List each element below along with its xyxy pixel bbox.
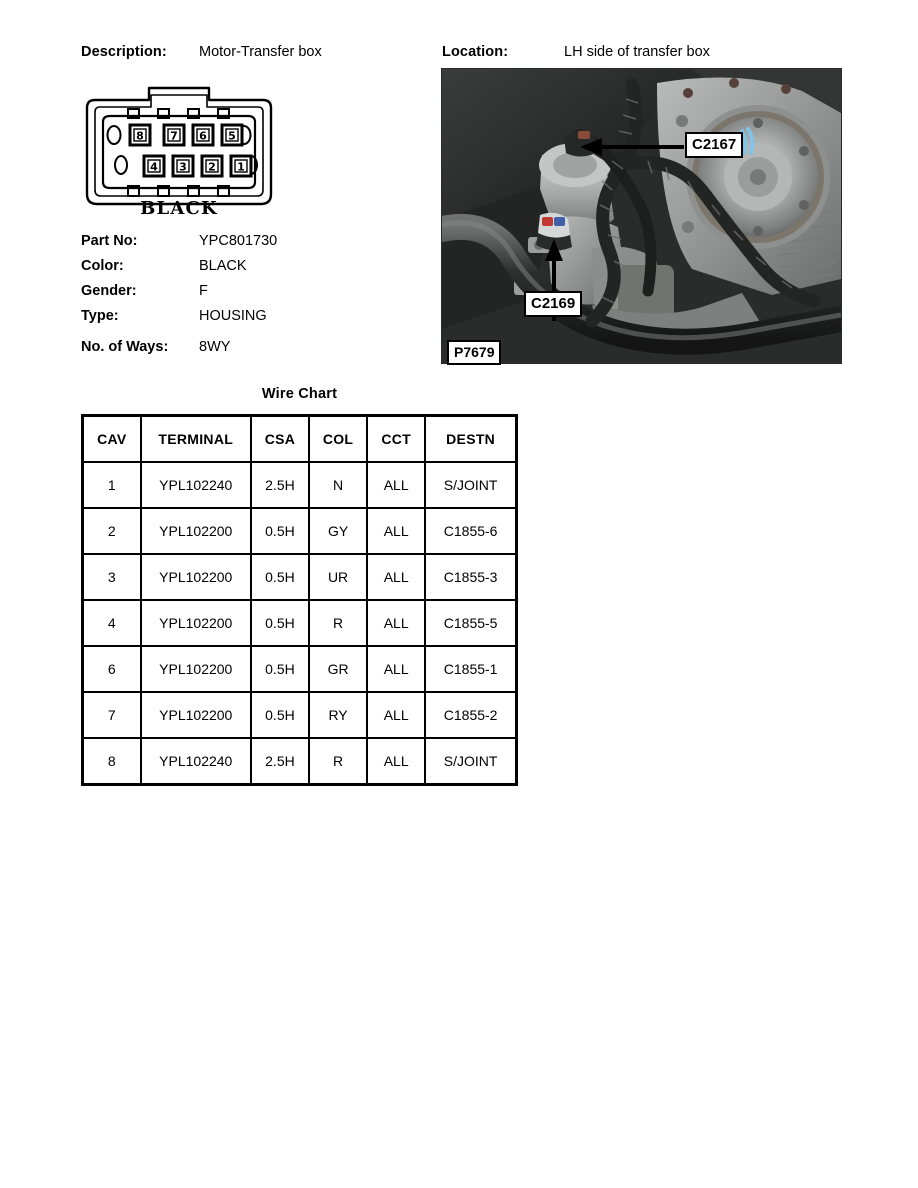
cell-cav: 8 [83,738,141,785]
cell-cct: ALL [367,508,425,554]
cell-csa: 2.5H [251,462,309,508]
cell-cav: 1 [83,462,141,508]
spec-row-color [81,258,411,283]
column-header-destn: DESTN [425,416,516,463]
cell-cct: ALL [367,692,425,738]
spec-label-no-of-ways: No. of Ways: [81,339,169,355]
cell-cct: ALL [367,462,425,508]
spec-row-type [81,308,411,333]
table-header-row [83,416,517,463]
callout-label-c2169: C2169 [524,291,582,317]
spec-label-part-no: Part No: [81,233,138,249]
column-header-cct: CCT [367,416,425,463]
location-photograph [441,68,842,364]
cell-col: RY [309,692,367,738]
wire-chart-body [83,462,517,785]
cell-destn: C1855-3 [425,554,516,600]
spec-value-color: BLACK [199,258,247,274]
cell-terminal: YPL102200 [141,554,251,600]
cell-cav: 6 [83,646,141,692]
column-header-cav: CAV [83,416,141,463]
description-label: Description: [81,44,167,60]
spec-value-part-no: YPC801730 [199,233,278,249]
cell-terminal: YPL102240 [141,462,251,508]
cell-cav: 4 [83,600,141,646]
table-row [83,692,517,738]
spec-row-no-of-ways [81,339,411,364]
connector-spec-list [81,233,411,364]
column-header-col: COL [309,416,367,463]
cell-cav: 3 [83,554,141,600]
cell-col: GY [309,508,367,554]
spec-value-no-of-ways: 8WY [199,339,231,355]
table-row [83,600,517,646]
cell-terminal: YPL102200 [141,508,251,554]
cell-col: R [309,738,367,785]
pin-number-5: 5 [228,129,236,143]
cell-col: N [309,462,367,508]
spec-label-color: Color: [81,258,124,274]
cell-cct: ALL [367,600,425,646]
pin-number-8: 8 [136,129,144,143]
cell-csa: 0.5H [251,692,309,738]
cell-csa: 0.5H [251,600,309,646]
cell-col: GR [309,646,367,692]
location-value: LH side of transfer box [564,44,710,60]
spec-row-part-no [81,233,411,258]
cell-destn: C1855-6 [425,508,516,554]
wire-chart-title: Wire Chart [261,386,338,402]
column-header-terminal: TERMINAL [141,416,251,463]
cell-csa: 0.5H [251,508,309,554]
spec-value-type: HOUSING [199,308,267,324]
spec-label-gender: Gender: [81,283,137,299]
location-row [442,44,710,60]
cell-cct: ALL [367,554,425,600]
column-header-csa: CSA [251,416,309,463]
photo-id-badge: P7679 [447,340,501,365]
table-row [83,462,517,508]
cell-csa: 2.5H [251,738,309,785]
description-row [81,44,322,60]
connector-color-caption: BLACK [140,198,218,219]
pin-number-2: 2 [208,160,216,174]
cell-destn: C1855-1 [425,646,516,692]
table-row [83,646,517,692]
cell-terminal: YPL102200 [141,692,251,738]
spec-row-gender [81,283,411,308]
cell-terminal: YPL102200 [141,646,251,692]
cell-csa: 0.5H [251,554,309,600]
pin-number-4: 4 [150,160,158,174]
cell-csa: 0.5H [251,646,309,692]
cell-cav: 7 [83,692,141,738]
cell-cct: ALL [367,646,425,692]
cell-cct: ALL [367,738,425,785]
cell-destn: C1855-2 [425,692,516,738]
cell-col: R [309,600,367,646]
spec-value-gender: F [199,283,208,299]
cell-col: UR [309,554,367,600]
cell-terminal: YPL102200 [141,600,251,646]
location-label: Location: [442,44,509,60]
cell-cav: 2 [83,508,141,554]
callout-label-c2167: C2167 [685,132,743,158]
cell-destn: C1855-5 [425,600,516,646]
cell-destn: S/JOINT [425,738,516,785]
pin-number-3: 3 [179,160,187,174]
cell-terminal: YPL102240 [141,738,251,785]
transfer-box-photo [442,69,841,363]
table-row [83,508,517,554]
cell-destn: S/JOINT [425,462,516,508]
pin-number-7: 7 [170,129,178,143]
pin-number-6: 6 [199,129,207,143]
spec-label-type: Type: [81,308,119,324]
description-value: Motor-Transfer box [199,44,322,60]
table-row [83,738,517,785]
table-row [83,554,517,600]
wire-chart-table [81,414,518,786]
pin-number-1: 1 [237,160,245,174]
